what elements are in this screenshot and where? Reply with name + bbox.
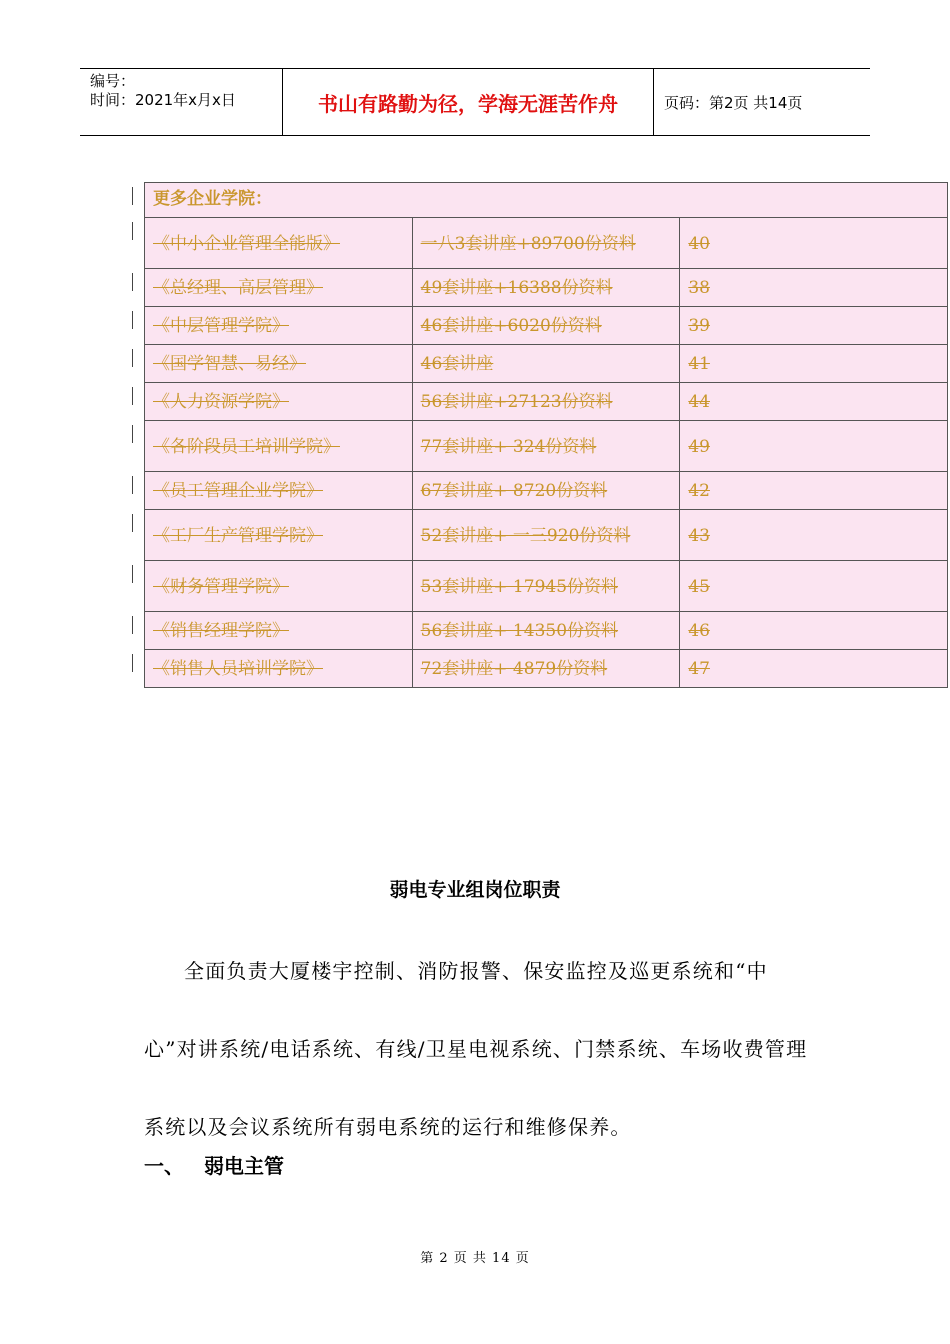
table-cell-text: 46套讲座+6020份资料: [420, 316, 602, 336]
table-row: [145, 421, 948, 472]
table-cell-desc: [412, 472, 680, 510]
table-cell-num: [680, 472, 948, 510]
table-cell-text: 43: [688, 526, 710, 546]
table-cell-text: 40: [688, 234, 710, 254]
table-cell-text: 《财务管理学院》: [153, 577, 289, 597]
row-tick: [132, 616, 133, 634]
table-cell-name: [145, 307, 413, 345]
course-table: [144, 182, 948, 688]
table-cell-num: [680, 218, 948, 269]
table-cell-desc: [412, 421, 680, 472]
table-cell-text: 一八3套讲座+89700份资料: [420, 234, 636, 254]
table-cell-text: 46: [688, 621, 710, 641]
table-cell-desc: [412, 612, 680, 650]
table-cell-text: 56套讲座+27123份资料: [420, 392, 613, 412]
table-cell-text: 《国学智慧、易经》: [153, 354, 306, 374]
table-row: [145, 472, 948, 510]
table-cell-text: 49套讲座+16388份资料: [420, 278, 613, 298]
table-cell-text: 《中小企业管理全能版》: [153, 234, 340, 254]
row-tick: [132, 273, 133, 291]
row-tick: [132, 187, 133, 205]
table-cell-desc: [412, 510, 680, 561]
heading-text: 弱电主管: [204, 1154, 284, 1178]
row-tick: [132, 222, 133, 240]
table-cell-desc: [412, 269, 680, 307]
table-cell-text: 《总经理、高层管理》: [153, 278, 323, 298]
table-cell-desc: [412, 383, 680, 421]
table-cell-text: 46套讲座: [420, 354, 494, 374]
table-cell-name: [145, 421, 413, 472]
row-tick: [132, 349, 133, 367]
table-cell-text: 《人力资源学院》: [153, 392, 289, 412]
table-cell-text: 《员工管理企业学院》: [153, 481, 323, 501]
table-cell-text: 41: [688, 354, 710, 374]
table-row: [145, 510, 948, 561]
row-tick: [132, 514, 133, 532]
table-cell-text: 《销售经理学院》: [153, 621, 289, 641]
table-cell-desc: [412, 307, 680, 345]
table-cell-num: [680, 510, 948, 561]
header-left: [80, 69, 282, 135]
table-cell-text: 47: [688, 659, 710, 679]
table-cell-text: 38: [688, 278, 710, 298]
page-footer: 第 2 页 共 14 页: [420, 1251, 530, 1266]
table-cell-name: [145, 561, 413, 612]
table-cell-text: 45: [688, 577, 710, 597]
table-cell-num: [680, 345, 948, 383]
section-title: 弱电专业组岗位职责: [389, 879, 561, 901]
table-cell-desc: [412, 218, 680, 269]
table-row: [145, 345, 948, 383]
page-header: [80, 68, 870, 136]
heading-number: 一、: [144, 1154, 184, 1178]
heading-weak-current-supervisor: [144, 1150, 284, 1179]
row-tick: [132, 311, 133, 329]
header-number-label: 编号：: [90, 72, 136, 90]
table-cell-num: [680, 269, 948, 307]
table-cell-desc: [412, 650, 680, 688]
header-time-label: 时间：2021年x月x日: [90, 91, 236, 109]
duty-paragraph: [144, 932, 812, 1166]
row-tick: [132, 387, 133, 405]
row-tick: [132, 425, 133, 443]
table-cell-text: 67套讲座+ 8720份资料: [420, 481, 608, 501]
table-cell-text: 《销售人员培训学院》: [153, 659, 323, 679]
header-motto: 书山有路勤为径，学海无涯苦作舟: [282, 69, 654, 135]
table-row: [145, 612, 948, 650]
table-cell-text: 72套讲座+ 4879份资料: [420, 659, 608, 679]
table-cell-text: 《各阶段员工培训学院》: [153, 437, 340, 457]
table-row: [145, 307, 948, 345]
table-cell-num: [680, 421, 948, 472]
table-cell-name: [145, 472, 413, 510]
table-cell-text: 53套讲座+ 17945份资料: [420, 577, 619, 597]
table-cell-num: [680, 561, 948, 612]
header-page-label: 页码：第2页 共14页: [664, 93, 803, 112]
table-cell-name: [145, 650, 413, 688]
table-cell-text: 49: [688, 437, 710, 457]
table-row: [145, 218, 948, 269]
table-cell-name: [145, 612, 413, 650]
table-cell-name: [145, 345, 413, 383]
table-cell-text: 52套讲座+ 一三920份资料: [420, 526, 631, 546]
table-cell-text: 《工厂生产管理学院》: [153, 526, 323, 546]
table-cell-name: [145, 510, 413, 561]
table-cell-name: [145, 383, 413, 421]
table-cell-name: [145, 218, 413, 269]
table-cell-num: [680, 650, 948, 688]
table-cell-text: 42: [688, 481, 710, 501]
table-cell-text: 39: [688, 316, 710, 336]
table-cell-text: 《中层管理学院》: [153, 316, 289, 336]
table-cell-desc: [412, 345, 680, 383]
row-tick: [132, 654, 133, 672]
table-row: [145, 269, 948, 307]
table-row: [145, 561, 948, 612]
table-cell-name: [145, 269, 413, 307]
table-row: [145, 383, 948, 421]
row-tick: [132, 565, 133, 583]
row-tick: [132, 476, 133, 494]
table-title: 更多企业学院：: [145, 183, 948, 218]
table-cell-text: 77套讲座+ 324份资料: [420, 437, 597, 457]
table-row: [145, 650, 948, 688]
table-cell-text: 56套讲座+ 14350份资料: [420, 621, 619, 641]
table-cell-text: 44: [688, 392, 710, 412]
table-cell-num: [680, 383, 948, 421]
table-cell-num: [680, 307, 948, 345]
table-cell-desc: [412, 561, 680, 612]
table-cell-num: [680, 612, 948, 650]
duty-paragraph-text: 全面负责大厦楼宇控制、消防报警、保安监控及巡更系统和“中心”对讲系统/电话系统、有线/卫星电视系统、门禁系统、车场收费管理系统以及会议系统所有弱电系统的运行和维修保养。: [144, 959, 808, 1139]
